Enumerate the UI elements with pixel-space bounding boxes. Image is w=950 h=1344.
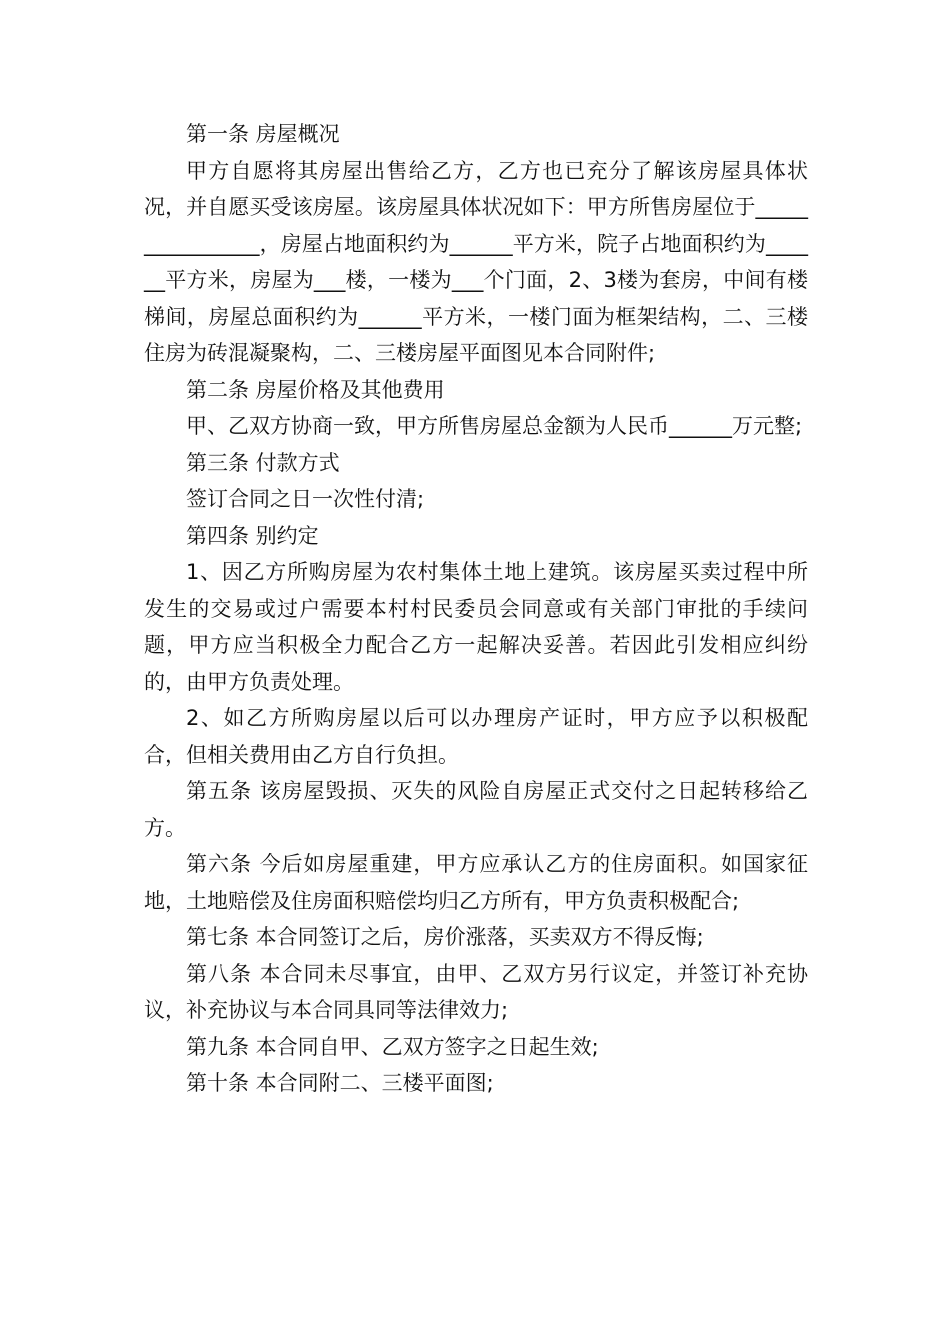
article-2-text: 甲、乙双方协商一致，甲方所售房屋总金额为人民币______万元整; xyxy=(186,414,803,438)
article-4-heading: 第四条 别约定 xyxy=(186,523,319,548)
article-10: 第十条 本合同附二、三楼平面图; xyxy=(186,1071,494,1095)
contract-body xyxy=(144,116,808,1102)
article-7: 第七条 本合同签订之后，房价涨落，买卖双方不得反悔; xyxy=(186,925,704,949)
article-9: 第九条 本合同自甲、乙双方签字之日起生效; xyxy=(186,1034,599,1059)
article-4-clause-1: 1、因乙方所购房屋为农村集体土地上建筑。该房屋买卖过程中所发生的交易或过户需要本村村民委员会同意或有关部门审批的手续问题，甲方应当积极全力配合乙方一起解决妥善。若因此引发相应纠纷的，由甲方负责处理。 xyxy=(144,560,808,694)
article-1-heading: 第一条 房屋概况 xyxy=(186,122,340,146)
article-2-heading: 第二条 房屋价格及其他费用 xyxy=(186,377,445,402)
article-4-clause-2: 2、如乙方所购房屋以后可以办理房产证时，甲方应予以积极配合，但相关费用由乙方自行负担。 xyxy=(144,706,808,767)
article-6: 第六条 今后如房屋重建，甲方应承认乙方的住房面积。如国家征地，土地赔偿及住房面积赔偿均归乙方所有，甲方负责积极配合; xyxy=(144,852,808,913)
article-3-heading: 第三条 付款方式 xyxy=(186,450,340,475)
article-3-text: 签订合同之日一次性付清; xyxy=(186,487,425,511)
article-8: 第八条 本合同未尽事宜，由甲、乙双方另行议定，并签订补充协议，补充协议与本合同具同等法律效力; xyxy=(144,961,808,1022)
article-1-text: 甲方自愿将其房屋出售给乙方，乙方也已充分了解该房屋具体状况，并自愿买受该房屋。该房屋具体状况如下：甲方所售房屋位于________________，房屋占地面积约为______平方米，院子占地面积约为______平方米，房屋为___楼，一楼为___个门面，2、3楼为套房，中间有楼梯间，房屋总面积约为______平方米，一楼门面为框架结构，二、三楼住房为砖混凝聚构，二、三楼房屋平面图见本合同附件; xyxy=(144,158,808,365)
article-5: 第五条 该房屋毁损、灭失的风险自房屋正式交付之日起转移给乙方。 xyxy=(144,779,808,840)
